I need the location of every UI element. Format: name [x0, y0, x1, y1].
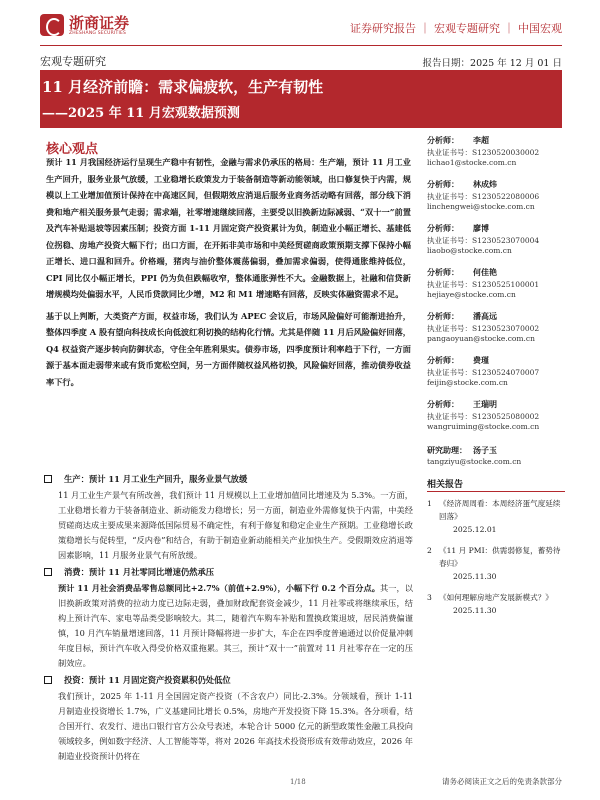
title-banner	[40, 70, 562, 128]
analyst-email[interactable]: linchengwei@stocke.com.cn	[427, 202, 535, 211]
section-body-text: 11 月工业生产景气有所改善，我们预计 11 月规模以上工业增加值同比增速及为 5.3%。一方面，工业稳增长着力于装备制造业、新动能发力稳增长；另一方面，制造业外需修复快于内需，中美经贸磋商达成主要成果来源降低国际贸易不确定性，有利于修复和稳定企业生产预期。工业稳增长政策稳增长与促转型，“反内卷”和结合，有助于制造业新动能相关产业加快生产。受假期效应消退等因素影响，11 月服务业景气有所放缓。	[58, 490, 413, 560]
related-reports-list	[427, 497, 567, 625]
analyst-sidebar	[427, 135, 567, 466]
related-report-number: 1	[427, 499, 432, 508]
analyst-cert: 执业证书号：S1230525100001	[427, 280, 540, 289]
analyst-card	[427, 223, 567, 267]
section-text-investment	[58, 689, 413, 764]
related-report-title: 《11 月 PMI：供需弱修复，蓄势待春归》	[439, 546, 561, 568]
header-divider	[40, 45, 562, 46]
related-report-date: 2025.11.30	[453, 572, 497, 581]
section-heading-investment	[58, 673, 413, 688]
core-views-heading: 核心观点	[46, 142, 99, 157]
analyst-cert: 执业证书号：S1230522080006	[427, 192, 540, 201]
section-body-text: 其一，以旧换新政策对消费的拉动力度已边际走弱，叠加财政配套资金减少，11 月社零或将继续承压，结构上预计汽车、家电等品类受影响较大。其二，随着汽车购车补贴和置换政策退坡，居民消费偏谨慎，10 月汽车销量增速回落，11 月预计降幅将进一步扩大，车企在四季度普遍通过以价促量冲刺年度目标，预计汽车收入得受价格双重拖累。其三，预计“双十一”前置对 11 月社零存在一定的压制效应。	[58, 583, 413, 668]
section-heading-production	[58, 472, 413, 487]
assistant-name: 汤子玉	[473, 445, 497, 455]
square-bullet-icon	[44, 676, 52, 684]
assistant-role: 研究助理：	[427, 445, 467, 455]
related-divider	[427, 491, 565, 492]
analyst-name: 王瑞明	[473, 399, 497, 409]
analyst-name: 潘高远	[473, 311, 497, 321]
analyst-role: 分析师：	[427, 399, 459, 409]
related-reports-heading: 相关报告	[427, 480, 464, 490]
analyst-card	[427, 179, 567, 223]
analyst-email[interactable]: pangaoyuan@stocke.com.cn	[427, 334, 535, 343]
related-report-title: 《经济周周看：本周经济蛋气度延续回落》	[439, 499, 561, 521]
report-date: 报告日期：2025 年 12 月 01 日	[422, 58, 562, 69]
analyst-cert: 执业证书号：S1230523070002	[427, 324, 540, 333]
related-report-number: 3	[427, 593, 432, 602]
related-report-title: 《如何理解房地产发展新模式？》	[439, 593, 553, 602]
analyst-role: 分析师：	[427, 135, 459, 145]
report-body	[58, 472, 413, 766]
section-heading-consumption	[58, 565, 413, 580]
report-title: 11 月经济前瞻：需求偏疲软，生产有韧性	[42, 78, 324, 96]
analyst-email[interactable]: liaobo@stocke.com.cn	[427, 246, 512, 255]
square-bullet-icon	[44, 475, 52, 483]
related-report-date: 2025.12.01	[453, 525, 497, 534]
section-body-text: 我们预计，2025 年 1-11 月全国固定资产投资（不含农户）同比-2.3%。分领域看，预计 1-11 月制造业投资增长 1.7%，广义基建同比增长 0.5%，房地产开发投资下降 15.3%。各分项看，结合国开行、农发行、进出口银行官方公众号表述，本轮合计 5000 亿元的新型政策性金融工具投向领域较多，例如数字经济、人工智能等等，将对 2026 年高技术投资形成有效带动效应，2026 年制造业投资预计仍将在	[58, 691, 413, 761]
analyst-email[interactable]: feijin@stocke.com.cn	[427, 378, 508, 387]
analyst-name: 何佳艳	[473, 267, 497, 277]
analyst-role: 分析师：	[427, 267, 459, 277]
core-paragraph-1: 预计 11 月我国经济运行呈现生产稳中有韧性，金融与需求仍承压的格局：生产端，预计 11 月工业生产回升，服务业景气放缓，工业稳增长政策发力于装备制造等新动能领域，出口修复快于内需，规模以上工业增加值预计保持在中高速区间，但假期效应消退后服务业商务活动略有回落，部分线下消费和地产相关服务景气走弱；需求端，社零增速继续回落，主要受以旧换新边际减弱、“双十一”前置及汽车补贴退坡等因素压制；投资方面 1-11 月固定资产投资累计为负，制造业小幅正增长、基建低位拐稳、房地产投资大幅下行；出口方面，在开拓非美市场和中美经贸磋商政策预期支撑下保持小幅正增长、进口温和回升。价格端，猪肉与油价整体震荡偏弱，叠加需求偏弱，使得通胀维持低位，CPI 同比仅小幅正增长，PPI 仍为负但跌幅收窄，整体通胀弹性不大。金融数据上，社融和信贷新增规模均处偏弱水平，人民币贷款同比少增，M2 和 M1 增速略有回落，反映实体融资需求不足。	[46, 157, 411, 299]
logo-icon	[40, 14, 64, 36]
section-heading-text: 生产：预计 11 月工业生产回升，服务业景气放缓	[64, 474, 248, 484]
disclaimer-note: 请务必阅读正文之后的免责条款部分	[442, 777, 562, 786]
core-views-text	[46, 154, 411, 395]
related-report-item[interactable]	[427, 497, 567, 536]
section-heading-text: 投资：预计 11 月固定资产投资累积仍处低位	[64, 675, 231, 685]
section-heading-text: 消费：预计 11 月社零同比增速仍然承压	[64, 567, 215, 577]
header-category-nav: 证券研究报告 ｜ 宏观专题研究 ｜ 中国宏观	[350, 22, 562, 35]
analyst-card	[427, 399, 567, 443]
analyst-role: 分析师：	[427, 311, 459, 321]
analyst-card	[427, 135, 567, 179]
related-report-item[interactable]	[427, 544, 567, 583]
section-text-production	[58, 488, 413, 563]
section-text-consumption	[58, 581, 413, 671]
related-report-date: 2025.11.30	[453, 606, 497, 615]
page-number: 1/18	[290, 778, 306, 786]
research-assistant-card	[427, 445, 567, 473]
page-header	[40, 14, 562, 44]
logo-cn-text: 浙商证券	[69, 13, 130, 32]
analyst-name: 费瑾	[473, 355, 489, 365]
analyst-email[interactable]: hejiaye@stocke.com.cn	[427, 290, 516, 299]
analyst-card	[427, 311, 567, 355]
analyst-cert: 执业证书号：S1230523070004	[427, 236, 540, 245]
analyst-email[interactable]: wangruiming@stocke.com.cn	[427, 422, 540, 431]
analyst-cert: 执业证书号：S1230525080002	[427, 412, 540, 421]
assistant-email[interactable]: tangziyu@stocke.com.cn	[427, 457, 522, 466]
analyst-email[interactable]: lichao1@stocke.com.cn	[427, 158, 517, 167]
related-report-number: 2	[427, 546, 432, 555]
analyst-name: 林成炜	[473, 179, 497, 189]
analyst-card	[427, 267, 567, 311]
analyst-role: 分析师：	[427, 179, 459, 189]
section-lead-text: 预计 11 月社会消费品零售总额同比+2.7%（前值+2.9%），小幅下行 0.2 个百分点。	[58, 583, 381, 593]
company-logo	[40, 14, 129, 36]
analyst-role: 分析师：	[427, 223, 459, 233]
analyst-cert: 执业证书号：S1230520030002	[427, 148, 540, 157]
analyst-cert: 执业证书号：S1230524070007	[427, 368, 540, 377]
report-subtitle: ——2025 年 11 月宏观数据预测	[42, 106, 240, 121]
analyst-name: 廖博	[473, 223, 489, 233]
document-type: 宏观专题研究	[40, 55, 106, 68]
square-bullet-icon	[44, 568, 52, 576]
core-paragraph-2: 基于以上判断，大类资产方面，权益市场，我们认为 APEC 会议后，市场风险偏好可能渐进抬升，整体四季度 A 股有望向科技成长向低波红利切换的结构化行情。尤其是伴随 11 月后风险偏好回落，Q4 权益资产逐步转向防御状态，守住全年胜利果实。债券市场，四季度预计利率趋于下行，一方面源于基本面走弱带来或有货币宽松空间，另一方面伴随权益风格切换，风险偏好回落，推动债券收益率下行。	[46, 310, 411, 387]
related-report-item[interactable]	[427, 591, 567, 617]
analyst-card	[427, 355, 567, 399]
analyst-role: 分析师：	[427, 355, 459, 365]
logo-en-text: ZHESHANG SECURITIES	[69, 30, 127, 36]
analyst-name: 李超	[473, 135, 489, 145]
